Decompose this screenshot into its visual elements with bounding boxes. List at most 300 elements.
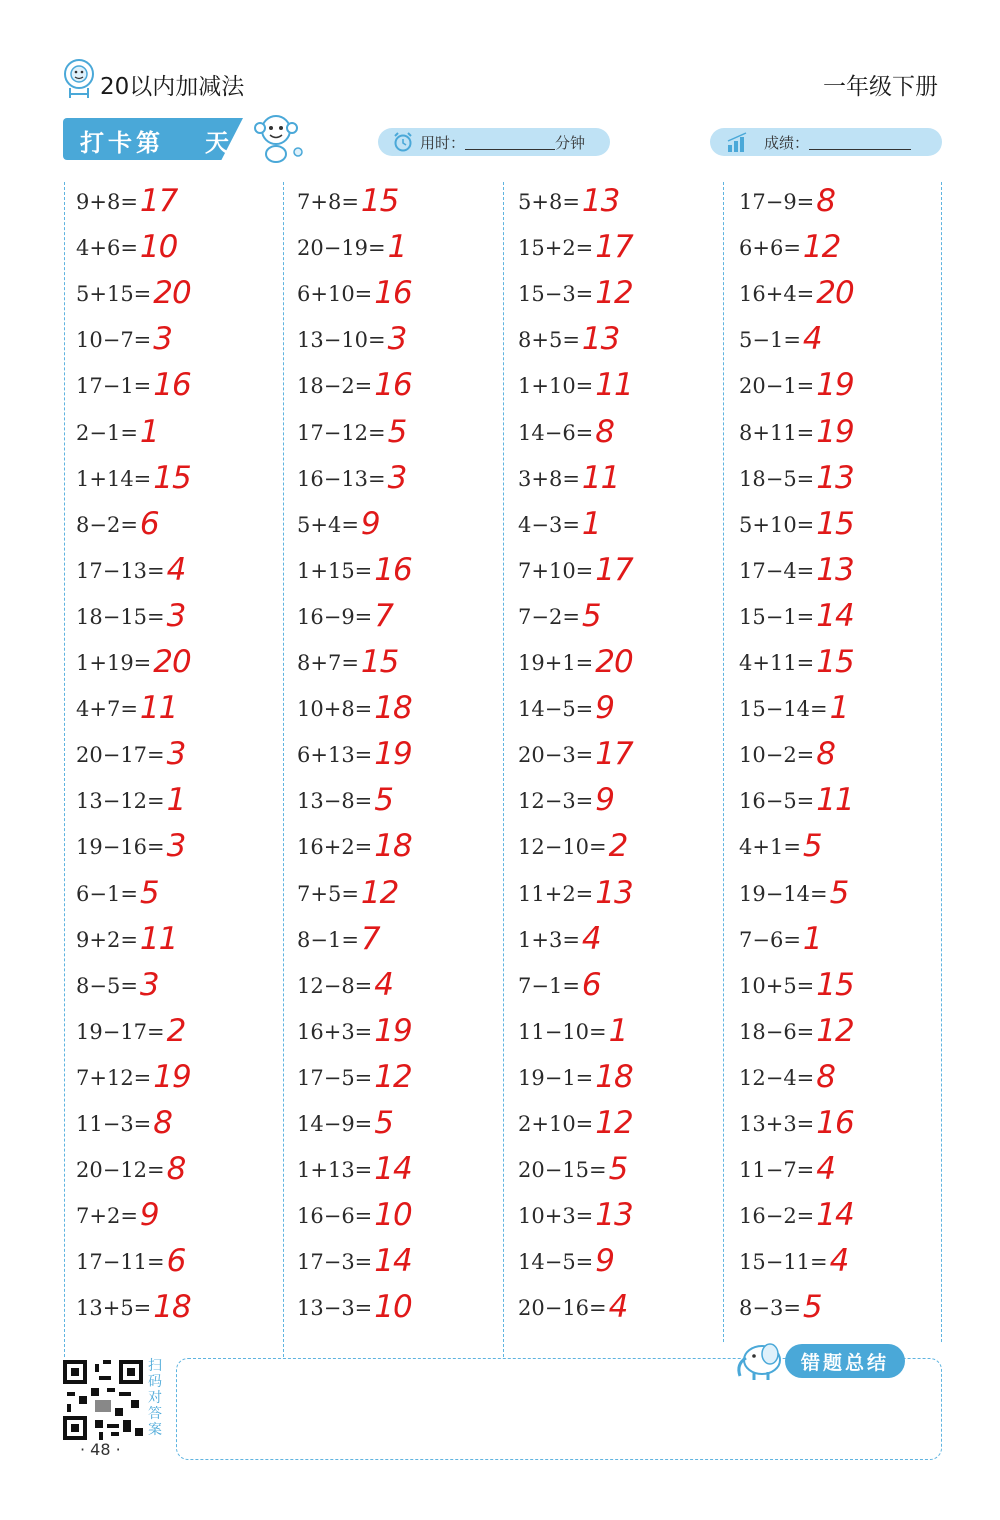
problem-row — [739, 823, 822, 869]
handwritten-answer: 16 — [816, 1105, 854, 1141]
handwritten-answer: 12 — [816, 1012, 854, 1049]
equation-text: 19−16= — [76, 835, 165, 860]
equation-text: 8−2= — [76, 512, 138, 537]
page-number: · 48 · — [80, 1440, 121, 1459]
equation-text: 6+10= — [297, 282, 373, 307]
handwritten-answer: 15 — [816, 644, 854, 680]
handwritten-answer: 4 — [816, 1151, 836, 1188]
problem-row — [76, 1238, 185, 1284]
equation-text: 8+5= — [518, 328, 580, 353]
equation-text: 11−10= — [518, 1019, 607, 1044]
handwritten-answer: 8 — [166, 1151, 186, 1188]
equation-text: 12−3= — [518, 789, 594, 814]
handwritten-answer: 5 — [608, 1151, 628, 1188]
problem-row — [76, 1146, 185, 1192]
equation-text: 17−11= — [76, 1250, 165, 1275]
handwritten-answer: 7 — [360, 920, 380, 957]
equation-text: 4+6= — [76, 236, 138, 261]
equation-text: 16−5= — [739, 789, 815, 814]
problem-row — [76, 685, 177, 731]
problem-row — [518, 823, 627, 869]
equation-text: 10+5= — [739, 973, 815, 998]
score-label: 成绩： — [764, 133, 810, 152]
equation-text: 14−5= — [518, 697, 594, 722]
equation-text: 13+5= — [76, 1296, 152, 1321]
time-unit: 分钟 — [555, 133, 586, 152]
equation-text: 12−8= — [297, 973, 373, 998]
bar-chart-icon — [726, 131, 752, 153]
problem-row — [518, 731, 633, 777]
problem-row — [518, 178, 619, 224]
equation-text: 9+2= — [76, 927, 138, 952]
equation-text: 19+1= — [518, 651, 594, 675]
equation-text: 13−8= — [297, 789, 373, 814]
problem-row — [297, 1054, 412, 1100]
equation-text: 18−5= — [739, 466, 815, 491]
equation-text: 19−17= — [76, 1019, 165, 1044]
handwritten-answer: 3 — [166, 736, 186, 773]
handwritten-answer: 6 — [166, 1243, 186, 1280]
problem-row — [76, 1192, 159, 1238]
problem-row — [518, 916, 601, 962]
problem-row — [297, 455, 406, 501]
equation-text: 8+11= — [739, 420, 815, 445]
problem-row — [297, 316, 406, 362]
equation-text: 15+2= — [518, 236, 594, 261]
handwritten-answer: 5 — [802, 1289, 822, 1326]
handwritten-answer: 11 — [595, 367, 633, 404]
equation-text: 6+13= — [297, 743, 373, 768]
column-divider — [64, 182, 65, 1357]
problem-row — [518, 1146, 627, 1192]
handwritten-answer: 17 — [595, 736, 633, 773]
equation-text: 7+8= — [297, 190, 359, 214]
problem-row — [76, 593, 185, 639]
handwritten-answer: 7 — [374, 597, 394, 634]
problem-row — [739, 870, 848, 916]
handwritten-answer: 1 — [387, 229, 407, 266]
problem-row — [76, 224, 177, 270]
handwritten-answer: 18 — [374, 828, 412, 865]
equation-text: 1+3= — [518, 927, 580, 952]
handwritten-answer: 19 — [153, 1058, 191, 1095]
handwritten-answer: 19 — [816, 413, 854, 450]
equation-text: 13+3= — [739, 1112, 815, 1136]
problem-row — [739, 316, 822, 362]
problem-row — [739, 1146, 835, 1192]
equation-text: 14−6= — [518, 420, 594, 445]
problem-row — [76, 639, 191, 685]
equation-text: 7−2= — [518, 604, 580, 629]
equation-text: 5+15= — [76, 282, 152, 307]
book-title: 20以内加减法 — [100, 74, 245, 100]
problem-row — [518, 224, 633, 270]
equation-text: 7−1= — [518, 973, 580, 998]
handwritten-answer: 5 — [581, 597, 601, 634]
handwritten-answer: 10 — [374, 1289, 412, 1326]
equation-text: 3+8= — [518, 466, 580, 491]
time-label: 用时： — [420, 133, 466, 152]
handwritten-answer: 4 — [608, 1289, 628, 1326]
handwritten-answer: 18 — [595, 1058, 633, 1095]
problem-row — [739, 777, 854, 823]
problem-row — [76, 270, 191, 316]
equation-text: 1+14= — [76, 466, 152, 491]
problem-row — [739, 1100, 854, 1146]
handwritten-answer: 13 — [595, 874, 633, 911]
handwritten-answer: 17 — [595, 229, 633, 266]
equation-text: 17−12= — [297, 420, 386, 445]
problem-row — [739, 685, 848, 731]
column-divider — [723, 182, 724, 1342]
handwritten-answer: 5 — [374, 782, 394, 819]
equation-text: 5+4= — [297, 512, 359, 537]
handwritten-answer: 15 — [816, 966, 854, 1003]
handwritten-answer: 13 — [581, 183, 620, 219]
handwritten-answer: 10 — [374, 1197, 412, 1234]
problem-row — [518, 685, 614, 731]
equation-text: 12−4= — [739, 1065, 815, 1090]
handwritten-answer: 15 — [816, 505, 854, 542]
equation-text: 7+10= — [518, 558, 594, 583]
handwritten-answer: 20 — [816, 275, 854, 312]
equation-text: 2+10= — [518, 1112, 594, 1136]
equation-text: 16−2= — [739, 1204, 815, 1229]
equation-text: 7−6= — [739, 927, 801, 952]
problem-row — [518, 455, 619, 501]
problem-row — [739, 501, 854, 547]
handwritten-answer: 16 — [374, 551, 412, 588]
handwritten-answer: 11 — [139, 690, 178, 727]
equation-text: 9+8= — [76, 190, 138, 214]
handwritten-answer: 18 — [153, 1289, 191, 1326]
equation-text: 20−3= — [518, 743, 594, 768]
problem-row — [739, 455, 854, 501]
problem-row — [76, 1054, 191, 1100]
handwritten-answer: 4 — [374, 966, 394, 1003]
handwritten-answer: 1 — [802, 920, 822, 957]
problem-row — [76, 455, 191, 501]
time-blank — [465, 135, 555, 150]
equation-text: 5+10= — [739, 512, 815, 537]
problem-row — [739, 1192, 854, 1238]
problem-row — [76, 1008, 185, 1054]
equation-text: 4+1= — [739, 835, 801, 860]
score-field — [710, 128, 942, 156]
problem-row — [297, 777, 393, 823]
handwritten-answer: 3 — [139, 966, 159, 1003]
handwritten-answer: 13 — [581, 321, 620, 358]
handwritten-answer: 9 — [595, 1243, 615, 1280]
handwritten-answer: 8 — [153, 1105, 173, 1141]
equation-text: 7+2= — [76, 1204, 138, 1229]
handwritten-answer: 20 — [153, 644, 191, 680]
equation-text: 4+7= — [76, 697, 138, 722]
handwritten-answer: 6 — [139, 505, 159, 542]
handwritten-answer: 5 — [139, 874, 159, 911]
handwritten-answer: 8 — [816, 1058, 836, 1095]
equation-text: 20−19= — [297, 236, 386, 261]
problem-row — [297, 178, 398, 224]
equation-text: 15−11= — [739, 1250, 828, 1275]
handwritten-answer: 15 — [360, 644, 399, 680]
qr-code-icon[interactable] — [63, 1360, 143, 1440]
handwritten-answer: 8 — [816, 736, 836, 773]
equation-text: 1+15= — [297, 558, 373, 583]
problem-row — [297, 731, 412, 777]
equation-text: 8−5= — [76, 973, 138, 998]
equation-text: 11−3= — [76, 1112, 152, 1136]
equation-text: 20−17= — [76, 743, 165, 768]
equation-text: 5+8= — [518, 190, 580, 214]
mistake-summary-label: 错题总结 — [785, 1344, 905, 1378]
equation-text: 8−3= — [739, 1296, 801, 1321]
equation-text: 17−1= — [76, 374, 152, 399]
problem-row — [518, 1054, 633, 1100]
problem-row — [297, 270, 412, 316]
grade-label: 一年级下册 — [823, 74, 938, 100]
problem-row — [518, 777, 614, 823]
handwritten-answer: 2 — [166, 1012, 186, 1049]
check-in-label: 打卡第 — [80, 129, 164, 157]
equation-text: 6−1= — [76, 881, 138, 906]
equation-text: 15−3= — [518, 282, 594, 307]
equation-text: 15−14= — [739, 697, 828, 722]
problem-row — [518, 316, 619, 362]
problem-row — [76, 777, 185, 823]
handwritten-answer: 3 — [153, 321, 173, 358]
problem-row — [739, 962, 854, 1008]
problem-row — [297, 1008, 412, 1054]
problem-row — [739, 409, 854, 455]
problem-row — [76, 547, 185, 593]
problem-row — [297, 823, 412, 869]
problem-row — [518, 593, 601, 639]
equation-text: 10+8= — [297, 697, 373, 722]
problem-row — [518, 1238, 614, 1284]
problem-row — [518, 1100, 633, 1146]
scan-answer-label: 扫码对答案 — [148, 1358, 162, 1438]
problem-row — [297, 639, 398, 685]
equation-text: 4−3= — [518, 512, 580, 537]
equation-text: 1+19= — [76, 651, 152, 675]
problem-row — [518, 1284, 627, 1330]
problem-row — [518, 409, 614, 455]
problem-row — [297, 1284, 412, 1330]
equation-text: 16+4= — [739, 282, 815, 307]
handwritten-answer: 1 — [139, 413, 159, 450]
problem-row — [518, 547, 633, 593]
handwritten-answer: 15 — [153, 459, 191, 496]
handwritten-answer: 20 — [595, 644, 633, 680]
handwritten-answer: 13 — [595, 1197, 633, 1234]
problem-row — [518, 639, 633, 685]
equation-text: 18−15= — [76, 604, 165, 629]
problem-row — [739, 1284, 822, 1330]
handwritten-answer: 13 — [816, 551, 854, 588]
handwritten-answer: 12 — [360, 874, 399, 911]
problem-row — [76, 823, 185, 869]
equation-text: 1+10= — [518, 374, 594, 399]
handwritten-answer: 19 — [374, 736, 412, 773]
problem-row — [739, 916, 822, 962]
equation-text: 20−12= — [76, 1158, 165, 1183]
problem-row — [297, 685, 412, 731]
problem-row — [76, 870, 159, 916]
equation-text: 20−1= — [739, 374, 815, 399]
handwritten-answer: 3 — [387, 459, 407, 496]
equation-text: 7+5= — [297, 881, 359, 906]
handwritten-answer: 14 — [374, 1243, 412, 1280]
equation-text: 6+6= — [739, 236, 801, 261]
problem-row — [739, 362, 854, 408]
handwritten-answer: 3 — [387, 321, 407, 358]
handwritten-answer: 1 — [608, 1012, 628, 1049]
problem-row — [297, 362, 412, 408]
problem-row — [518, 1008, 627, 1054]
problem-row — [76, 1100, 172, 1146]
handwritten-answer: 17 — [595, 551, 633, 588]
problem-row — [297, 409, 406, 455]
problem-row — [297, 916, 380, 962]
problem-row — [297, 1146, 412, 1192]
handwritten-answer: 17 — [139, 183, 178, 219]
problem-row — [76, 316, 172, 362]
handwritten-answer: 11 — [139, 920, 178, 957]
handwritten-answer: 9 — [360, 505, 380, 542]
equation-text: 17−13= — [76, 558, 165, 583]
handwritten-answer: 11 — [581, 459, 620, 496]
handwritten-answer: 8 — [595, 413, 615, 450]
handwritten-answer: 6 — [581, 966, 601, 1003]
equation-text: 11−7= — [739, 1158, 815, 1183]
problem-row — [76, 178, 177, 224]
handwritten-answer: 5 — [802, 828, 822, 865]
problem-row — [76, 501, 159, 547]
handwritten-answer: 12 — [374, 1058, 412, 1095]
handwritten-answer: 9 — [139, 1197, 159, 1234]
handwritten-answer: 20 — [153, 275, 191, 312]
handwritten-answer: 12 — [595, 1105, 633, 1141]
equation-text: 17−3= — [297, 1250, 373, 1275]
problem-row — [297, 547, 412, 593]
check-in-day-label: 天 — [205, 129, 229, 157]
handwritten-answer: 3 — [166, 597, 186, 634]
handwritten-answer: 16 — [374, 367, 412, 404]
monkey-mascot-icon — [250, 112, 306, 164]
equation-text: 1+13= — [297, 1158, 373, 1183]
handwritten-answer: 5 — [829, 874, 849, 911]
handwritten-answer: 9 — [595, 690, 615, 727]
problem-row — [297, 1100, 393, 1146]
problem-row — [518, 870, 633, 916]
equation-text: 16+2= — [297, 835, 373, 860]
handwritten-answer: 9 — [595, 782, 615, 819]
handwritten-answer: 4 — [802, 321, 822, 358]
equation-text: 11+2= — [518, 881, 594, 906]
problem-row — [76, 916, 177, 962]
handwritten-answer: 15 — [360, 183, 399, 219]
handwritten-answer: 4 — [829, 1243, 849, 1280]
problem-row — [739, 639, 854, 685]
problem-row — [739, 270, 854, 316]
problem-row — [297, 501, 380, 547]
column-divider — [283, 182, 284, 1357]
equation-text: 2−1= — [76, 420, 138, 445]
equation-text: 19−14= — [739, 881, 828, 906]
problem-row — [297, 1238, 412, 1284]
problem-row — [518, 962, 601, 1008]
handwritten-answer: 12 — [802, 229, 841, 266]
handwritten-answer: 3 — [166, 828, 186, 865]
problem-row — [297, 962, 393, 1008]
equation-text: 13−10= — [297, 328, 386, 353]
handwritten-answer: 16 — [153, 367, 191, 404]
elephant-icon — [732, 1338, 786, 1382]
handwritten-answer: 2 — [608, 828, 628, 865]
handwritten-answer: 1 — [166, 782, 186, 819]
column-divider — [941, 182, 942, 1342]
handwritten-answer: 19 — [816, 367, 854, 404]
handwritten-answer: 19 — [374, 1012, 412, 1049]
handwritten-answer: 10 — [139, 229, 178, 266]
problem-row — [739, 731, 835, 777]
equation-text: 5−1= — [739, 328, 801, 353]
equation-text: 19−1= — [518, 1065, 594, 1090]
problem-row — [739, 593, 854, 639]
problem-row — [297, 224, 406, 270]
problem-row — [739, 547, 854, 593]
handwritten-answer: 4 — [581, 920, 601, 957]
problem-row — [76, 731, 185, 777]
problem-row — [76, 962, 159, 1008]
equation-text: 8+7= — [297, 651, 359, 675]
equation-text: 12−10= — [518, 835, 607, 860]
equation-text: 14−5= — [518, 1250, 594, 1275]
equation-text: 16−6= — [297, 1204, 373, 1229]
problem-row — [76, 362, 191, 408]
equation-text: 13−3= — [297, 1296, 373, 1321]
equation-text: 17−4= — [739, 558, 815, 583]
problem-row — [76, 1284, 191, 1330]
handwritten-answer: 4 — [166, 551, 186, 588]
equation-text: 17−5= — [297, 1065, 373, 1090]
handwritten-answer: 1 — [581, 505, 601, 542]
time-field — [378, 128, 610, 156]
problem-row — [518, 1192, 633, 1238]
handwritten-answer: 14 — [374, 1151, 412, 1188]
alarm-clock-icon — [392, 131, 414, 153]
problem-row — [739, 1008, 854, 1054]
handwritten-answer: 1 — [829, 690, 849, 727]
problem-row — [739, 178, 835, 224]
handwritten-answer: 16 — [374, 275, 412, 312]
handwritten-answer: 8 — [816, 183, 836, 219]
problem-row — [739, 224, 840, 270]
equation-text: 17−9= — [739, 190, 815, 214]
handwritten-answer: 14 — [816, 597, 854, 634]
problem-row — [739, 1238, 848, 1284]
problem-row — [739, 1054, 835, 1100]
column-divider — [503, 182, 504, 1357]
problem-row — [518, 362, 633, 408]
equation-text: 16−13= — [297, 466, 386, 491]
equation-text: 10−2= — [739, 743, 815, 768]
equation-text: 18−6= — [739, 1019, 815, 1044]
equation-text: 16−9= — [297, 604, 373, 629]
equation-text: 10+3= — [518, 1204, 594, 1229]
equation-text: 20−16= — [518, 1296, 607, 1321]
